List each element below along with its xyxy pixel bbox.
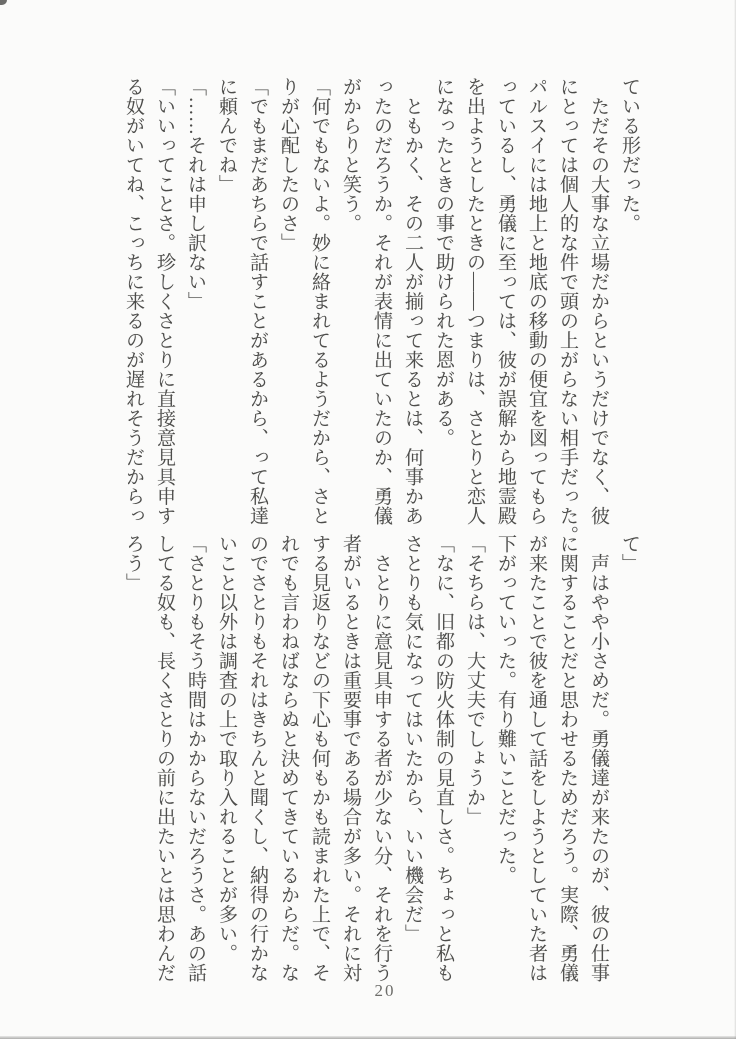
text-line: る奴がいてね、こっちに来るのが遅れそうだからっ (123, 77, 144, 526)
text-line: にとっては個人的な件で頭の上がらない相手だった。 (557, 77, 578, 545)
text-line: っているし、勇儀に至っては、彼が誤解から地霊殿 (495, 77, 516, 526)
text-line: れでも言わねばならぬと決めてきているからだ。な (278, 534, 299, 983)
text-line: ともかく、その二人が揃って来るとは、何事かあ (402, 77, 423, 526)
text-line: がからりと笑う。 (340, 77, 361, 233)
text-line: いこと以外は調査の上で取り入れることが多い。 (216, 534, 237, 963)
text-line: て」 (619, 534, 640, 573)
text-line: さとりも気になってはいたから、いい機会だ」 (402, 534, 423, 944)
text-line: が来たことで彼を通して話をしようとしていた者は (526, 534, 547, 983)
top-text-block (118, 77, 645, 545)
text-line: 下がっていった。有り難いことだった。 (495, 534, 516, 885)
text-line: パルスイには地上と地底の移動の便宜を図ってもら (526, 77, 547, 526)
text-line: 「さとりもそう時間はかからないだろうさ。あの話 (185, 534, 206, 983)
text-line: ただその大事な立場だからというだけでなく、彼 (588, 77, 609, 526)
text-line: 「なに、旧都の防火体制の見直しさ。ちょっと私も (433, 534, 454, 983)
text-line: 「でもまだあちらで話すことがあるから、って私達 (247, 77, 268, 526)
text-line: 「……それは申し訳ない」 (185, 77, 206, 311)
text-line: 「いいってことさ。珍しくさとりに直接意見具申す (154, 77, 175, 526)
text-line: になったときの事で助けられた恩がある。 (433, 77, 454, 448)
text-line: 声はやや小さめだ。勇儀達が来たのが、彼の仕事 (588, 534, 609, 983)
text-line: に関することだと思わせるためだろう。実際、勇儀 (557, 534, 578, 983)
text-line: してる奴も、長くさとりの前に出たいとは思わんだ (154, 534, 175, 983)
page-number: 20 (374, 981, 396, 1000)
text-line: りが心配したのさ」 (278, 77, 299, 253)
text-line: 「何でもないよ。妙に絡まれてるようだから、さと (309, 77, 330, 526)
text-line: のでさとりもそれはきちんと聞くし、納得の行かな (247, 534, 268, 983)
text-line: さとりに意見具申する者が少ない分、それを行う (371, 534, 392, 983)
text-line: 者がいるときは重要事である場合が多い。それに対 (340, 534, 361, 983)
text-line: 「そちらは、大丈夫でしょうか」 (464, 534, 485, 827)
bottom-text-block (118, 534, 645, 986)
text-line: ろう」 (123, 534, 144, 593)
text-line: ったのだろうか。それが表情に出ていたのか、勇儀 (371, 77, 392, 526)
text-line: する見返りなどの下心も何もかも読まれた上で、そ (309, 534, 330, 983)
text-line: ている形だった。 (619, 77, 640, 233)
text-line: に頼んでね」 (216, 77, 237, 194)
text-line: を出ようとしたときの――つまりは、さとりと恋人 (464, 77, 485, 526)
